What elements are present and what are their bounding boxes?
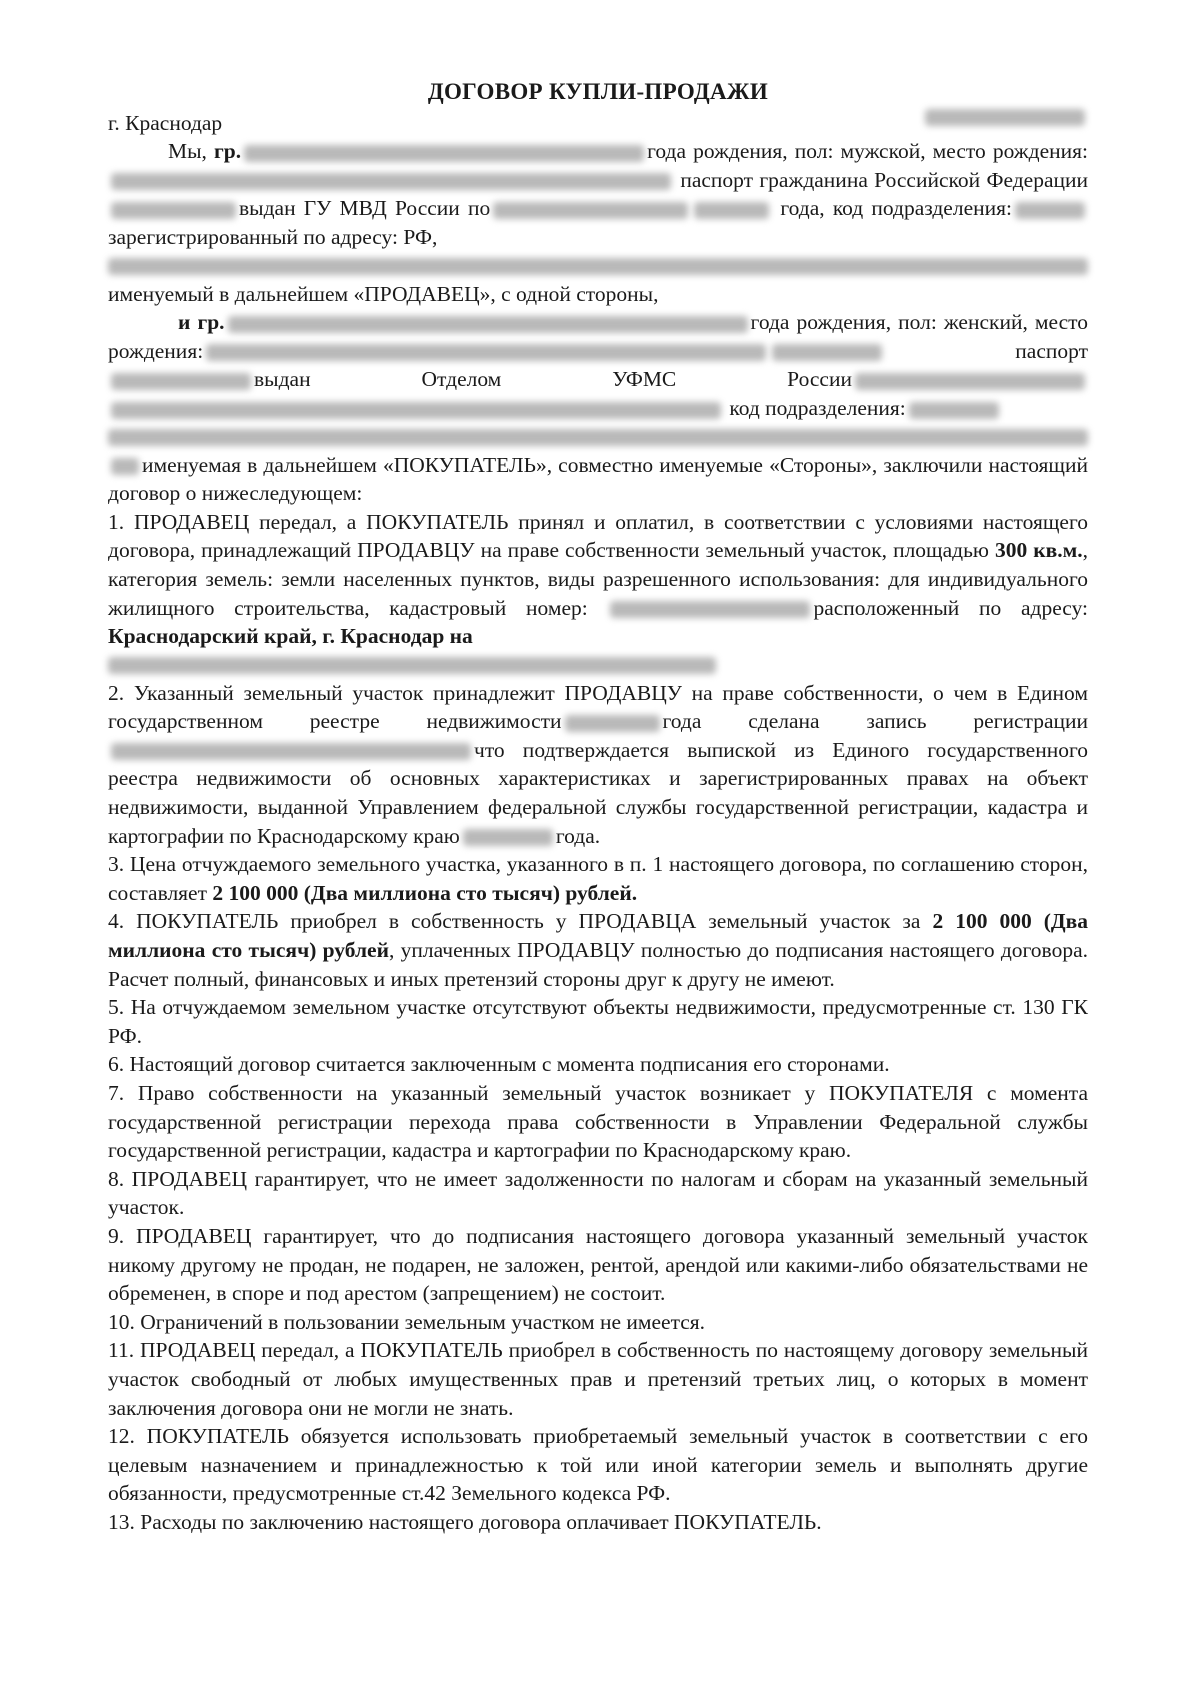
clause-13: 13. Расходы по заключению настоящего договора оплачивает ПОКУПАТЕЛЬ.: [108, 1509, 822, 1534]
document-title: ДОГОВОР КУПЛИ-ПРОДАЖИ: [427, 79, 769, 104]
redacted-buyer-code: [909, 402, 999, 419]
clause-4-text-a: 4. ПОКУПАТЕЛЬ приобрел в собственность у ПРОДАВЦА земельный участок за: [108, 909, 933, 934]
redacted-seller-issuer: [493, 202, 688, 219]
clause-3-text: 3. Цена отчуждаемого земельного участка, указанного в п. 1 настоящего договора, по соглашению сторон, составляет: [108, 852, 1088, 905]
redacted-date: [925, 109, 1085, 126]
seller-intro-text: Мы,: [168, 139, 215, 164]
buyer-birth-text: года рождения, пол: женский, место рождения:: [108, 310, 1089, 363]
seller-gr: гр.: [214, 139, 242, 164]
city-date-row: [108, 109, 1088, 138]
clause-5: 5. На отчуждаемом земельном участке отсутствуют объекты недвижимости, предусмотренные ст. 130 ГК РФ.: [108, 995, 1088, 1048]
clause-8: 8. ПРОДАВЕЦ гарантирует, что не имеет задолженности по налогам и сборам на указанный земельный участок.: [108, 1166, 1088, 1220]
redacted-seller-name: [244, 145, 644, 162]
redacted-buyer-address: [108, 429, 1088, 446]
clause-1-text-a: 1. ПРОДАВЕЦ передал, а ПОКУПАТЕЛЬ принял и оплатил, в соответствии с условиями настоящего договора, принадлежащий ПРОДАВЦУ на праве собственности земельный участок, площадью: [108, 509, 1088, 563]
seller-birth-text: года рождения, пол: мужской, место рождения:: [647, 139, 1088, 164]
redacted-buyer-birthplace-2: [772, 344, 882, 361]
buyer-passport-text: паспорт: [1015, 338, 1088, 363]
clause-10: 10. Ограничений в пользовании земельным участком не имеется.: [108, 1309, 706, 1334]
redacted-registry-date: [565, 715, 660, 732]
clause-2: [108, 679, 1088, 851]
redacted-seller-passport: [111, 202, 236, 219]
clause-2-text-c: что подтверждается выпиской из Единого государственного реестра недвижимости об основных характеристиках и зарегистрированных правах на объект недвижимости, выданной Управлением федеральной службы государственной регистрации, кадастра и картографии по Краснодарскому краю: [108, 737, 1088, 848]
clause-4-text-b: , уплаченных ПРОДАВЦУ полностью до подписания настоящего договора. Расчет полный, финансовых и иных претензий стороны друг к другу не имеют.: [108, 938, 1088, 991]
clause-6: 6. Настоящий договор считается заключенным с момента подписания его сторонами.: [108, 1052, 890, 1077]
clause-1-address: Краснодарский край, г. Краснодар на: [108, 624, 473, 649]
city: г. Краснодар: [108, 110, 223, 135]
buyer-issued-text: выдан Отделом УФМС России: [254, 367, 852, 392]
buyer-designation: [108, 451, 1088, 508]
clause-11: 11. ПРОДАВЕЦ передал, а ПОКУПАТЕЛЬ приобрел в собственность по настоящему договору земельный участок свободный от любых имущественных прав и претензий третьих лиц, о которых в момент заключения договора они не могли не знать.: [108, 1338, 1088, 1420]
clause-1: [108, 508, 1088, 651]
redacted-buyer-address-end: [111, 458, 139, 475]
clause-2-text-d: года.: [555, 823, 601, 848]
clause-9: 9. ПРОДАВЕЦ гарантирует, что до подписания настоящего договора указанный земельный участок никому другому не продан, не подарен, не заложен, рентой, арендой или какими-либо обязательствами не обременен, в споре и под арестом (запрещением) не состоит.: [108, 1223, 1088, 1306]
buyer-code-text: код подразделения:: [729, 395, 906, 420]
redacted-seller-issue-date: [694, 202, 769, 219]
redacted-seller-address: [108, 258, 1088, 275]
redacted-buyer-name: [228, 316, 748, 333]
clause-2-text-b: года сделана запись регистрации: [662, 709, 1088, 734]
clause-3-price: 2 100 000 (Два миллиона сто тысяч) рублей.: [212, 880, 638, 905]
redacted-buyer-issuer: [855, 373, 1085, 390]
seller-address-text: зарегистрированный по адресу: РФ,: [108, 224, 438, 249]
seller-designation: именуемый в дальнейшем «ПРОДАВЕЦ», с одной стороны,: [108, 281, 659, 306]
clause-3: [108, 850, 1088, 907]
clause-4-price: 2 100 000 (Два миллиона сто тысяч) рублей: [108, 909, 1089, 963]
redacted-buyer-issuer-2: [111, 402, 721, 419]
redacted-seller-birthplace: [111, 173, 671, 190]
clause-4: [108, 907, 1088, 993]
seller-code-text: года, код подразделения:: [780, 196, 1012, 221]
redacted-registry-number: [111, 743, 471, 760]
clause-1-area: 300 кв.м.: [994, 538, 1083, 563]
seller-paragraph: [108, 137, 1088, 251]
redacted-land-address: [108, 657, 716, 674]
clause-1-text-b: , категория земель: земли населенных пунктов, виды разрешенного использования: для индивидуального жилищного строительства, кадастровый номер:: [108, 538, 1088, 620]
buyer-designation-text: именуемая в дальнейшем «ПОКУПАТЕЛЬ», совместно именуемые «Стороны», заключили настоящий договор о нижеследующем:: [108, 452, 1088, 506]
seller-issued-text: выдан ГУ МВД России по: [239, 196, 491, 221]
clause-12: 12. ПОКУПАТЕЛЬ обязуется использовать приобретаемый земельный участок в соответствии с его целевым назначением и принадлежностью к той или иной категории земель и выполнять другие обязанности, предусмотренные ст.42 Земельного кодекса РФ.: [108, 1424, 1088, 1506]
redacted-buyer-birthplace: [206, 344, 766, 361]
seller-passport-text: паспорт гражданина Российской Федерации: [680, 167, 1089, 192]
buyer-gr: и гр.: [178, 310, 225, 335]
clause-1-text-c: расположенный по адресу:: [813, 595, 1089, 620]
redacted-extract-date: [463, 829, 553, 846]
clause-7: 7. Право собственности на указанный земельный участок возникает у ПОКУПАТЕЛЯ с момента государственной регистрации перехода права собственности в Управлении Федеральной службы государственной регистрации, кадастра и картографии по Краснодарскому краю.: [108, 1081, 1088, 1163]
buyer-paragraph: [108, 308, 1088, 422]
clause-2-text-a: 2. Указанный земельный участок принадлежит ПРОДАВЦУ на праве собственности, о чем в Едином государственном реестре недвижимости: [108, 680, 1088, 734]
redacted-buyer-passport: [111, 373, 251, 390]
redacted-cadastral-number: [610, 601, 810, 618]
redacted-seller-code: [1015, 202, 1085, 219]
